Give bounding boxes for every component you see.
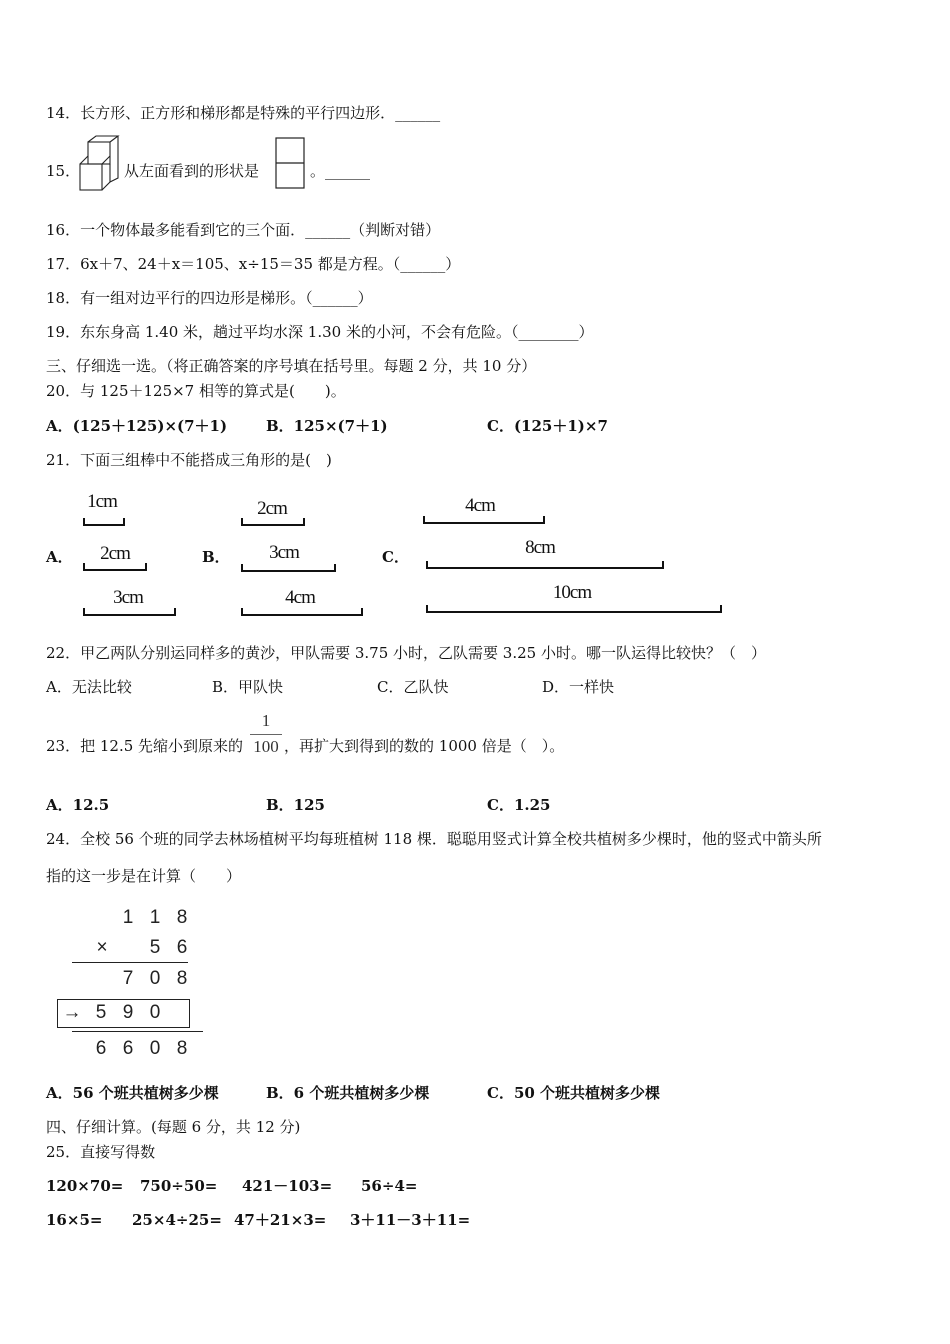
question-15-number: 15． — [46, 162, 81, 180]
question-18: 18．有一组对边平行的四边形是梯形。（______） — [46, 289, 373, 307]
q24-option-b[interactable]: B．6 个班共植树多少棵 — [266, 1084, 430, 1102]
fraction-bar — [250, 734, 282, 735]
stick-a1 — [83, 518, 125, 526]
question-24-line1: 24．全校 56 个班的同学去林场植树平均每班植树 118 棵．聪聪用竖式计算全校共植树多少棵时，他的竖式中箭头所 — [46, 830, 822, 848]
stick-b3 — [241, 608, 363, 616]
q24-option-a[interactable]: A．56 个班共植树多少棵 — [46, 1084, 219, 1102]
stick-b1-label: 2cm — [257, 498, 287, 519]
calc-rule-1 — [72, 962, 188, 963]
calc-digit: 6 — [176, 937, 188, 958]
stick-b2 — [241, 564, 336, 572]
stick-a1-label: 1cm — [87, 491, 117, 512]
calc-item: 750÷50= — [140, 1177, 218, 1195]
stick-b1 — [241, 518, 305, 526]
q21-option-b[interactable]: B． — [202, 548, 230, 566]
calc-digit: 5 — [95, 1002, 107, 1023]
calc-digit: 8 — [176, 968, 188, 989]
question-15-text: 从左面看到的形状是 — [124, 162, 260, 180]
arrow-icon: → — [62, 1002, 82, 1023]
question-17: 17．6x＋7、24＋x＝105、x÷15＝35 都是方程。（______） — [46, 255, 461, 273]
calc-digit: 0 — [149, 1002, 161, 1023]
question-19: 19．东东身高 1.40 米，趟过平均水深 1.30 米的小河，不会有危险。（________） — [46, 323, 594, 341]
question-24-line2: 指的这一步是在计算（ ） — [46, 867, 242, 885]
q20-option-c[interactable]: C．(125＋1)×7 — [487, 417, 608, 435]
q20-option-a[interactable]: A．(125＋125)×(7＋1) — [46, 417, 228, 435]
calc-digit: 8 — [176, 907, 188, 928]
calc-rule-2 — [72, 1031, 203, 1032]
question-21: 21．下面三组棒中不能搭成三角形的是( ) — [46, 451, 332, 469]
calc-item: 47＋21×3= — [234, 1211, 327, 1229]
question-15-answer: 。______ — [310, 162, 371, 180]
question-23-post: ，再扩大到得到的数的 1000 倍是（ ）。 — [284, 737, 565, 755]
q23-option-a[interactable]: A．12.5 — [46, 796, 110, 814]
cube-stack-figure — [78, 134, 122, 194]
stick-c3-label: 10cm — [552, 582, 592, 603]
q24-option-c[interactable]: C．50 个班共植树多少棵 — [487, 1084, 661, 1102]
calc-item: 16×5= — [46, 1211, 103, 1229]
calc-digit: 5 — [149, 937, 161, 958]
stick-c1-label: 4cm — [465, 495, 495, 516]
times-sign: × — [96, 937, 108, 958]
fraction-denominator: 100 — [253, 737, 279, 756]
question-22: 22．甲乙两队分别运同样多的黄沙，甲队需要 3.75 小时，乙队需要 3.25 小时。哪一队运得比较快？（ ） — [46, 644, 766, 662]
question-25: 25．直接写得数 — [46, 1143, 156, 1161]
stick-c3 — [426, 605, 722, 613]
calc-digit: 6 — [122, 1038, 134, 1059]
stick-b3-label: 4cm — [285, 587, 315, 608]
q23-option-b[interactable]: B．125 — [266, 796, 325, 814]
stick-c2-label: 8cm — [525, 537, 555, 558]
stick-c1 — [423, 516, 545, 524]
stick-b2-label: 3cm — [269, 542, 299, 563]
calc-digit: 8 — [176, 1038, 188, 1059]
stick-c2 — [426, 561, 664, 569]
calc-digit: 0 — [149, 968, 161, 989]
stick-a3 — [83, 608, 176, 616]
stick-a3-label: 3cm — [113, 587, 143, 608]
question-20: 20．与 125＋125×7 相等的算式是( )。 — [46, 382, 346, 400]
calc-digit: 1 — [149, 907, 161, 928]
question-23-pre: 23．把 12.5 先缩小到原来的 — [46, 737, 244, 755]
q22-option-a[interactable]: A．无法比较 — [46, 678, 132, 696]
question-16: 16．一个物体最多能看到它的三个面．______（判断对错） — [46, 221, 441, 239]
q21-option-a[interactable]: A． — [46, 548, 73, 566]
calc-digit: 1 — [122, 907, 134, 928]
calc-item: 421－103= — [242, 1177, 333, 1195]
q22-option-d[interactable]: D．一样快 — [542, 678, 615, 696]
calc-item: 120×70= — [46, 1177, 124, 1195]
calc-digit: 0 — [149, 1038, 161, 1059]
section-3-heading: 三、仔细选一选。（将正确答案的序号填在括号里。每题 2 分，共 10 分） — [46, 357, 537, 375]
left-view-shape — [274, 136, 308, 192]
q22-option-b[interactable]: B．甲队快 — [212, 678, 284, 696]
calc-item: 3＋11－3＋11= — [350, 1211, 471, 1229]
question-14: 14．长方形、正方形和梯形都是特殊的平行四边形．______ — [46, 104, 441, 122]
q23-option-c[interactable]: C．1.25 — [487, 796, 551, 814]
fraction-numerator: 1 — [261, 711, 271, 730]
calc-digit: 9 — [122, 1002, 134, 1023]
q22-option-c[interactable]: C．乙队快 — [377, 678, 449, 696]
q20-option-b[interactable]: B．125×(7＋1) — [266, 417, 388, 435]
stick-a2 — [83, 563, 147, 571]
calc-digit: 6 — [95, 1038, 107, 1059]
calc-item: 25×4÷25= — [132, 1211, 222, 1229]
stick-a2-label: 2cm — [100, 543, 130, 564]
section-4-heading: 四、仔细计算。(每题 6 分，共 12 分) — [46, 1118, 301, 1136]
question-15 — [46, 161, 80, 181]
calc-digit: 7 — [122, 968, 134, 989]
q21-option-c[interactable]: C． — [382, 548, 409, 566]
calc-item: 56÷4= — [361, 1177, 418, 1195]
